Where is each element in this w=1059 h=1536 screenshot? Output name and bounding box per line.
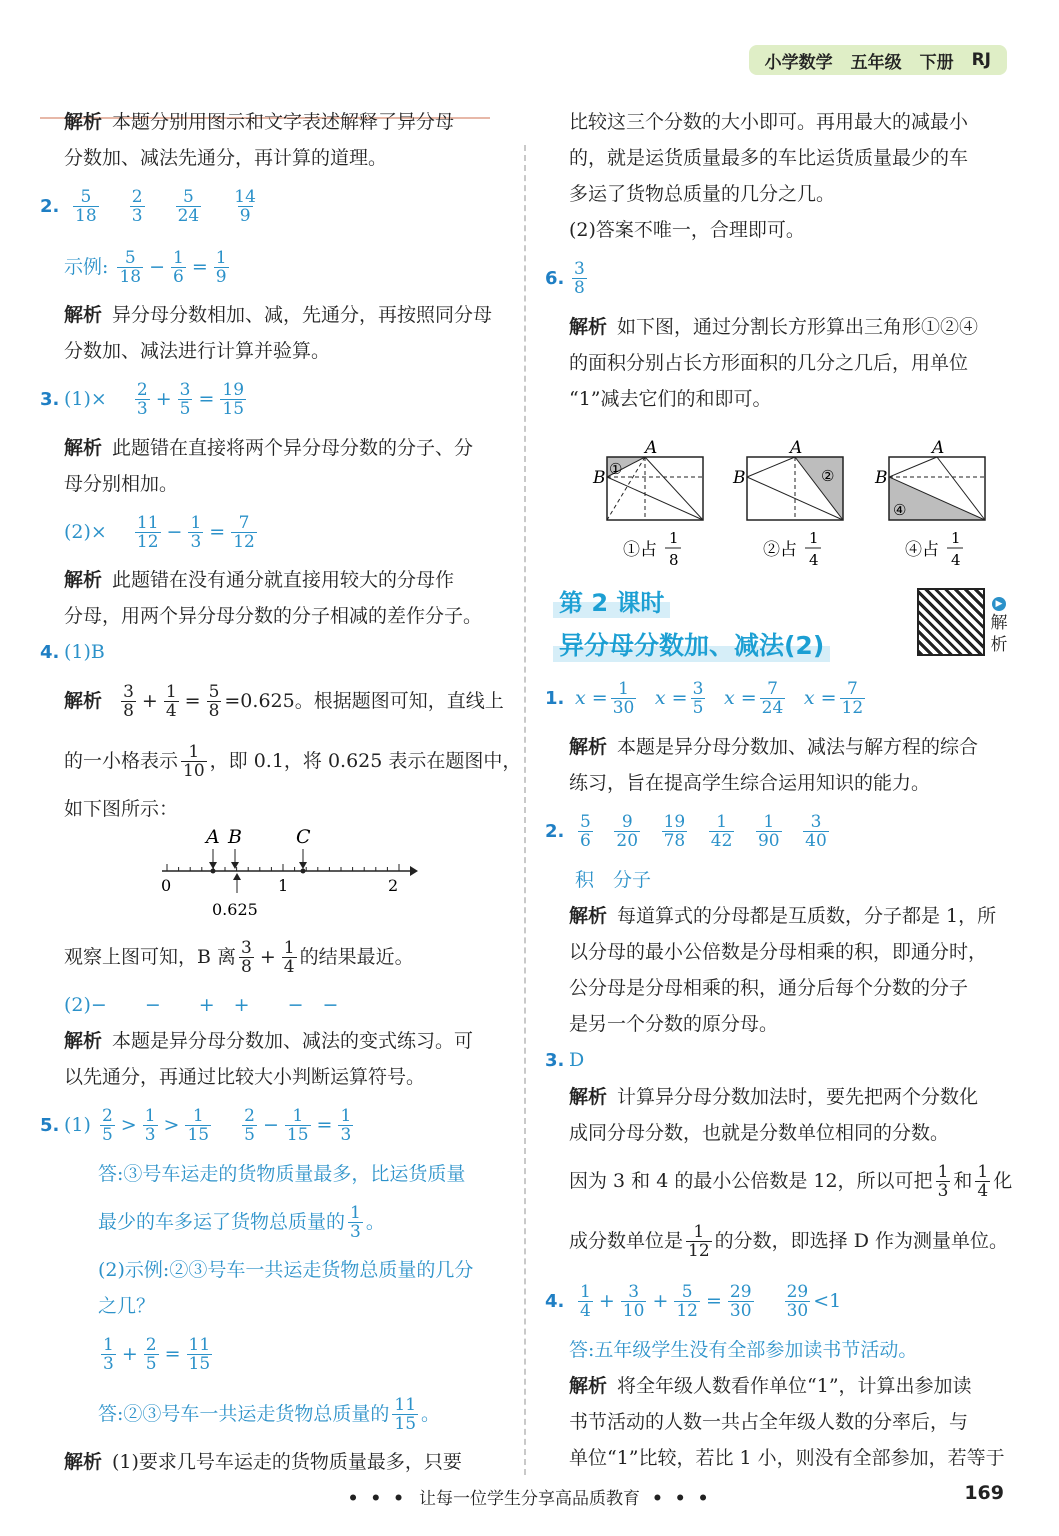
analysis-line: 以分母的最小公倍数是分母相乘的积，即通分时， [569,941,988,963]
svg-text:④占: ④占 [905,540,939,560]
svg-text:A: A [645,438,658,458]
label-b: B [228,827,242,848]
svg-text:A: A [790,438,803,458]
r2-answers: 2. $\frac{5}{6}$ $\frac{9}{20}$ $\frac{19}{78}$ $\frac{1}{42}$ $\frac{1}{90}$ $\frac{3}{40}$ [545,812,827,851]
page-number: 169 [964,1482,1004,1504]
q5-answer1: 最少的车多运了货物总质量的 $\frac{1}{3}$ 。 [98,1203,385,1242]
q2-answers: 2. $\frac{5}{18}$ $\frac{2}{3}$ $\frac{5}{24}$ $\frac{14}{9}$ [40,187,256,226]
right-column-lower [545,668,1015,1476]
left-column [40,104,522,1480]
footer-slogan: 让每一位学生分享高品质教育 [419,1489,640,1509]
analysis-line: 解析 本题是异分母分数加、减法的变式练习。可 [64,1030,474,1052]
analysis-line: 因为 3 和 4 的最小公倍数是 12，所以可把 $\frac{1}{3}$ 和 $\frac{1}{4}$ 化 [569,1162,1013,1201]
label-a: A [206,827,220,848]
analysis-line: 成分数单位是 $\frac{1}{12}$ 的分数，即选择 D 作为测量单位。 [569,1222,1008,1261]
r2-words: 积 分子 [575,869,652,891]
label-c: C [296,827,311,848]
q6-answer: 6. $\frac{3}{8}$ [545,259,585,298]
number-line-diagram [40,827,510,927]
lesson-subtitle: 异分母分数加、减法(2) [553,626,830,662]
qr-code[interactable] [917,588,985,656]
column-divider [524,145,526,1475]
rect-diagram-3 [874,438,985,569]
q5-answer1: 答:③号车运走的货物质量最多，比运货质量 [98,1163,466,1185]
rect-diagram-2 [732,438,843,569]
analysis-line: 多运了货物总质量的几分之几。 [569,183,836,205]
svg-text:①占: ①占 [623,540,657,560]
svg-text:B: B [875,468,888,488]
svg-text:②: ② [821,467,835,485]
q3-part2: (2)× $\frac{11}{12}$ − $\frac{1}{3}$ = $\frac{7}{12}$ [64,513,255,552]
analysis-line: 练习，旨在提高学生综合运用知识的能力。 [569,772,931,794]
q3-part1: 3. (1)× $\frac{2}{3}$ + $\frac{3}{5}$ = $\frac{19}{15}$ [40,380,245,419]
q4-part2: (2)− − + + − − [64,994,339,1016]
r4-expression: 4. $\frac{1}{4}$ + $\frac{3}{10}$ + $\frac{5}{12}$ = $\frac{29}{30}$ $\frac{29}{30}$ <1 [545,1282,842,1321]
svg-text:4: 4 [951,551,961,569]
svg-text:4: 4 [809,551,819,569]
analysis-line: 以先通分，再通过比较大小判断运算符号。 [64,1066,426,1088]
svg-text:1: 1 [951,529,961,547]
r1-answers: 1. x = $\frac{1}{30}$ x = $\frac{3}{5}$ x = $\frac{7}{24}$ x = $\frac{7}{12}$ [545,679,864,718]
analysis-line: 观察上图可知，B 离 $\frac{3}{8}$ + $\frac{1}{4}$ 的结果最近。 [64,938,414,977]
svg-text:B: B [733,468,746,488]
analysis-line: 的，就是运货质量最多的车比运货质量最少的车 [569,147,969,169]
qr-label: ▶ 解析 [990,599,1008,655]
svg-text:A: A [932,438,945,458]
analysis-line: 书节活动的人数一共占全年级人数的分率后，与 [569,1411,969,1433]
analysis-line: 分母，用两个异分母分数的分子相减的差作分子。 [64,605,483,627]
marker-0625: 0.625 [212,900,258,919]
svg-text:②占: ②占 [763,540,797,560]
analysis-line: 解析 $\frac{3}{8}$ + $\frac{1}{4}$ = $\frac{5}{8}$ =0.625。根据题图可知，直线上 [64,682,504,721]
header-volume: 下册 [919,52,954,73]
answer-line: (2)答案不唯一，合理即可。 [569,219,805,241]
q5-answer2: 答:②③号车一共运走货物总质量的 $\frac{11}{15}$ 。 [98,1395,441,1434]
right-column [545,104,1015,573]
analysis-line: 解析 本题分别用图示和文字表述解释了异分母 [64,111,455,133]
analysis-line: “1”减去它们的和即可。 [569,388,772,410]
header-subject: 小学数学 [764,52,833,73]
lesson-title: 第 2 课时 [553,583,670,618]
tick-2: 2 [388,876,399,895]
svg-text:1: 1 [809,529,819,547]
analysis-line: 解析 异分母分数相加、减，先通分，再按照同分母 [64,304,493,326]
tick-0: 0 [161,876,172,895]
play-icon: ▶ [992,597,1006,611]
analysis-line: 解析 每道算式的分母都是互质数，分子都是 1，所 [569,905,997,927]
analysis-line: 分数加、减法进行计算并验算。 [64,340,331,362]
analysis-line: 解析 此题错在没有通分就直接用较大的分母作 [64,569,455,591]
analysis-line: 解析 计算异分母分数加法时，要先把两个分数化 [569,1086,979,1108]
analysis-line: 分数加、减法先通分，再计算的道理。 [64,147,388,169]
analysis-line: 母分别相加。 [64,473,179,495]
q5-expression: $\frac{1}{3}$ + $\frac{2}{5}$ = $\frac{11}{15}$ [103,1335,211,1374]
analysis-line: 如下图所示： [64,798,179,820]
svg-text:B: B [593,468,606,488]
analysis-line: 的一小格表示 $\frac{1}{10}$ ，即 0.1，将 0.625 表示在题图中， [64,742,522,781]
q2-example: 示例: $\frac{5}{18}$ − $\frac{1}{6}$ = $\frac{1}{9}$ [64,248,227,287]
r4-answer: 答:五年级学生没有全部参加读书节活动。 [569,1339,918,1361]
q5-part2: 之几？ [98,1295,156,1317]
analysis-line: 解析 (1)要求几号车运走的货物质量最多，只要 [64,1451,462,1473]
svg-text:④: ④ [893,501,907,519]
analysis-line: 比较这三个分数的大小即可。再用最大的减最小 [569,111,969,133]
svg-text:1: 1 [669,529,679,547]
analysis-line: 解析 如下图，通过分割长方形算出三角形①②④ [569,316,979,338]
analysis-line: 公分母是分母相乘的积，通分后每个分数的分子 [569,977,969,999]
svg-text:①: ① [609,460,623,478]
svg-text:8: 8 [669,551,679,569]
lesson-heading [553,583,830,662]
analysis-line: 单位“1”比较，若比 1 小，则没有全部参加，若等于 [569,1447,1005,1469]
analysis-line: 解析 此题错在直接将两个异分母分数的分子、分 [64,437,474,459]
tick-1: 1 [278,876,289,895]
book-header [749,45,1007,75]
rect-diagram-1 [592,438,703,569]
rectangle-diagrams [545,423,1015,573]
page-footer: • • • 让每一位学生分享高品质教育 • • • [347,1489,712,1509]
header-grade: 五年级 [850,52,902,73]
analysis-line: 是另一个分数的原分母。 [569,1013,779,1035]
header-edition: RJ [971,50,991,70]
r3-answer: 3. D [545,1049,585,1071]
analysis-line: 的面积分别占长方形面积的几分之几后，用单位 [569,352,969,374]
analysis-line: 解析 将全年级人数看作单位“1”，计算出参加读 [569,1375,972,1397]
analysis-line: 解析 本题是异分母分数加、减法与解方程的综合 [569,736,979,758]
q4-part1: 4. (1)B [40,641,105,663]
analysis-line: 成同分母分数，也就是分数单位相同的分数。 [569,1122,950,1144]
q5-part2: (2)示例:②③号车一共运走货物总质量的几分 [98,1259,474,1281]
q5-part1: 5. (1) $\frac{2}{5}$ > $\frac{1}{3}$ > $\frac{1}{15}$ $\frac{2}{5}$ − $\frac{1}{15}$ = $\frac{1}{3}$ [40,1106,352,1145]
